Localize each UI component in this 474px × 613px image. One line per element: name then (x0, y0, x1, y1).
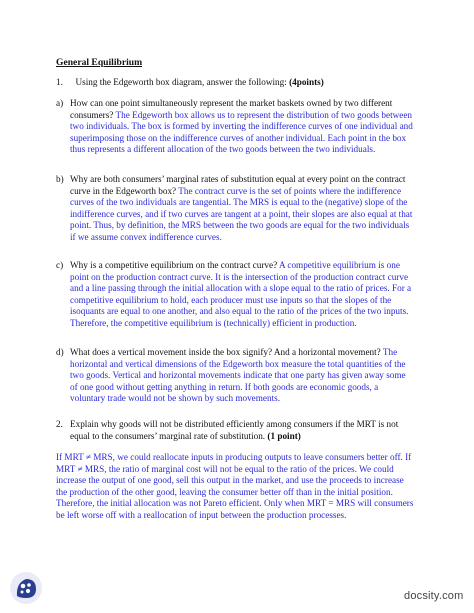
question-d-body (56, 347, 406, 405)
question-1-text: Using the Edgeworth box diagram, answer the following: (75, 77, 290, 87)
text-line (70, 220, 412, 232)
question-text: Why is a competitive equilibrium on the contract curve? (70, 260, 279, 270)
question-2-line: Explain why goods will not be distributed efficiently among consumers if the MRT is not (70, 419, 399, 429)
answer-text: horizontal and vertical dimensions of the Edgeworth box measure the total quantities of the (70, 358, 406, 369)
text-line (70, 98, 413, 110)
text-line (70, 382, 406, 394)
answer-text: competitive equilibrium to hold, each producer must use inputs so that the slopes of the (70, 294, 392, 305)
question-a-label: a) (56, 98, 64, 108)
answer-2-line: be left worse off with a reallocation of input between the production processes. (56, 509, 347, 520)
question-d-label: d) (56, 347, 64, 357)
question-2 (56, 419, 398, 442)
answer-2-line: increase the output of one good, sell this output in the market, and use the proceeds to increase (56, 475, 404, 486)
text-line (70, 370, 406, 382)
question-b-body (56, 174, 412, 244)
answer-text: two goods. Vertical and horizontal movements indicate that one party has given away some (70, 370, 406, 381)
answer-text: and a line passing through the initial allocation with a slope equal to the ratio of prices. For a (70, 283, 412, 294)
text-line (70, 393, 406, 405)
text-line (70, 347, 406, 359)
answer-text: thus represents a different allocation of the two goods between the two individuals. (70, 144, 376, 155)
text-line (70, 272, 411, 284)
text-line (70, 121, 413, 133)
text-line (70, 197, 412, 209)
text-line (70, 186, 412, 198)
answer-2-line: the production of the other good, leaving the consumer better off than in the initial position. (56, 486, 393, 497)
question-2-line2: equal to the consumers’ marginal rate of substitution. (70, 430, 268, 441)
answer-text: isoquants are equal to one another, and also equal to the ratio of the prices of the two inputs. (70, 306, 409, 317)
answer-text: point. Thus, by definition, the MRS between the two goods are equal for the two individuals (70, 220, 410, 231)
text-line (70, 144, 413, 156)
docsity-logo-icon (9, 571, 43, 605)
text-line (70, 209, 412, 221)
text-line (70, 174, 412, 186)
answer-text: A competitive equilibrium is one (278, 260, 400, 270)
answer-2-line: MRT ≠ MRS, the ratio of marginal cost will not be equal to the ratio of the prices. We could (56, 463, 394, 474)
answer-text: Therefore, the competitive equilibrium is (technically) efficient in production. (70, 317, 357, 328)
text-line (70, 318, 411, 330)
question-a-body (56, 98, 413, 156)
answer-text: point on the production contract curve. It is the intersection of the production contract curve (70, 271, 409, 282)
answer-text: voluntary trade would not be shown by such movements. (70, 393, 281, 404)
question-a (56, 98, 413, 156)
question-d (56, 347, 406, 405)
answer-text: The contract curve is the set of points where the indifference (178, 185, 402, 196)
answer-2-line: If MRT ≠ MRS, we could reallocate inputs in producing outputs to leave consumers better off. If (56, 452, 412, 462)
text-line (70, 295, 411, 307)
text-line (70, 306, 411, 318)
docsity-brand[interactable]: docsity.com (404, 590, 464, 602)
question-1-points: (4points) (289, 77, 324, 87)
question-text: Why are both consumers’ marginal rates of substitution equal at every point on the contract (70, 174, 406, 184)
question-b-label: b) (56, 174, 64, 184)
question-b (56, 174, 412, 244)
answer-2 (56, 452, 413, 522)
question-text: How can one point simultaneously represent the market baskets owned by two different (70, 98, 393, 108)
text-line (70, 232, 412, 244)
text-line (70, 359, 406, 371)
answer-text: indifference curves, and if two curves are tangent at a point, their slopes are also equal at that (70, 208, 413, 219)
text-line (70, 260, 411, 272)
page-title: General Equilibrium (56, 57, 143, 68)
text-line (70, 110, 413, 122)
question-2-body (56, 419, 398, 442)
question-2-number: 2. (56, 419, 63, 429)
answer-text: curves of the two individuals are tangential. The MRS is equal to the (negative) slope of the (70, 197, 408, 208)
question-1 (56, 77, 324, 89)
question-text: consumers? (70, 109, 116, 120)
question-2-line (70, 431, 398, 443)
answer-text: superimposing those on the indifference curves of another individual. Each point in the box (70, 132, 407, 143)
answer-text: of one good without getting anything in return. If both goods are economic goods, a (70, 381, 379, 392)
question-1-number: 1. (56, 77, 63, 87)
question-text: curve in the Edgeworth box? (70, 185, 179, 196)
answer-text: The (382, 347, 398, 357)
question-2-points: (1 point) (267, 430, 301, 441)
question-c-label: c) (56, 260, 64, 270)
answer-2-line: Therefore, the initial allocation was not Pareto efficient. Only when MRT = MRS will consumers (56, 498, 414, 509)
question-c (56, 260, 411, 330)
answer-text: The Edgeworth box allows us to represent the distribution of two goods between (115, 109, 413, 120)
text-line (70, 283, 411, 295)
answer-text: two individuals. The box is formed by inverting the indifference curves of one individual and (70, 121, 413, 132)
question-text: What does a vertical movement inside the box signify? And a horizontal movement? (70, 347, 383, 357)
text-line (70, 133, 413, 145)
question-c-body (56, 260, 411, 330)
answer-text: if we assume convex indifference curves. (70, 231, 222, 242)
